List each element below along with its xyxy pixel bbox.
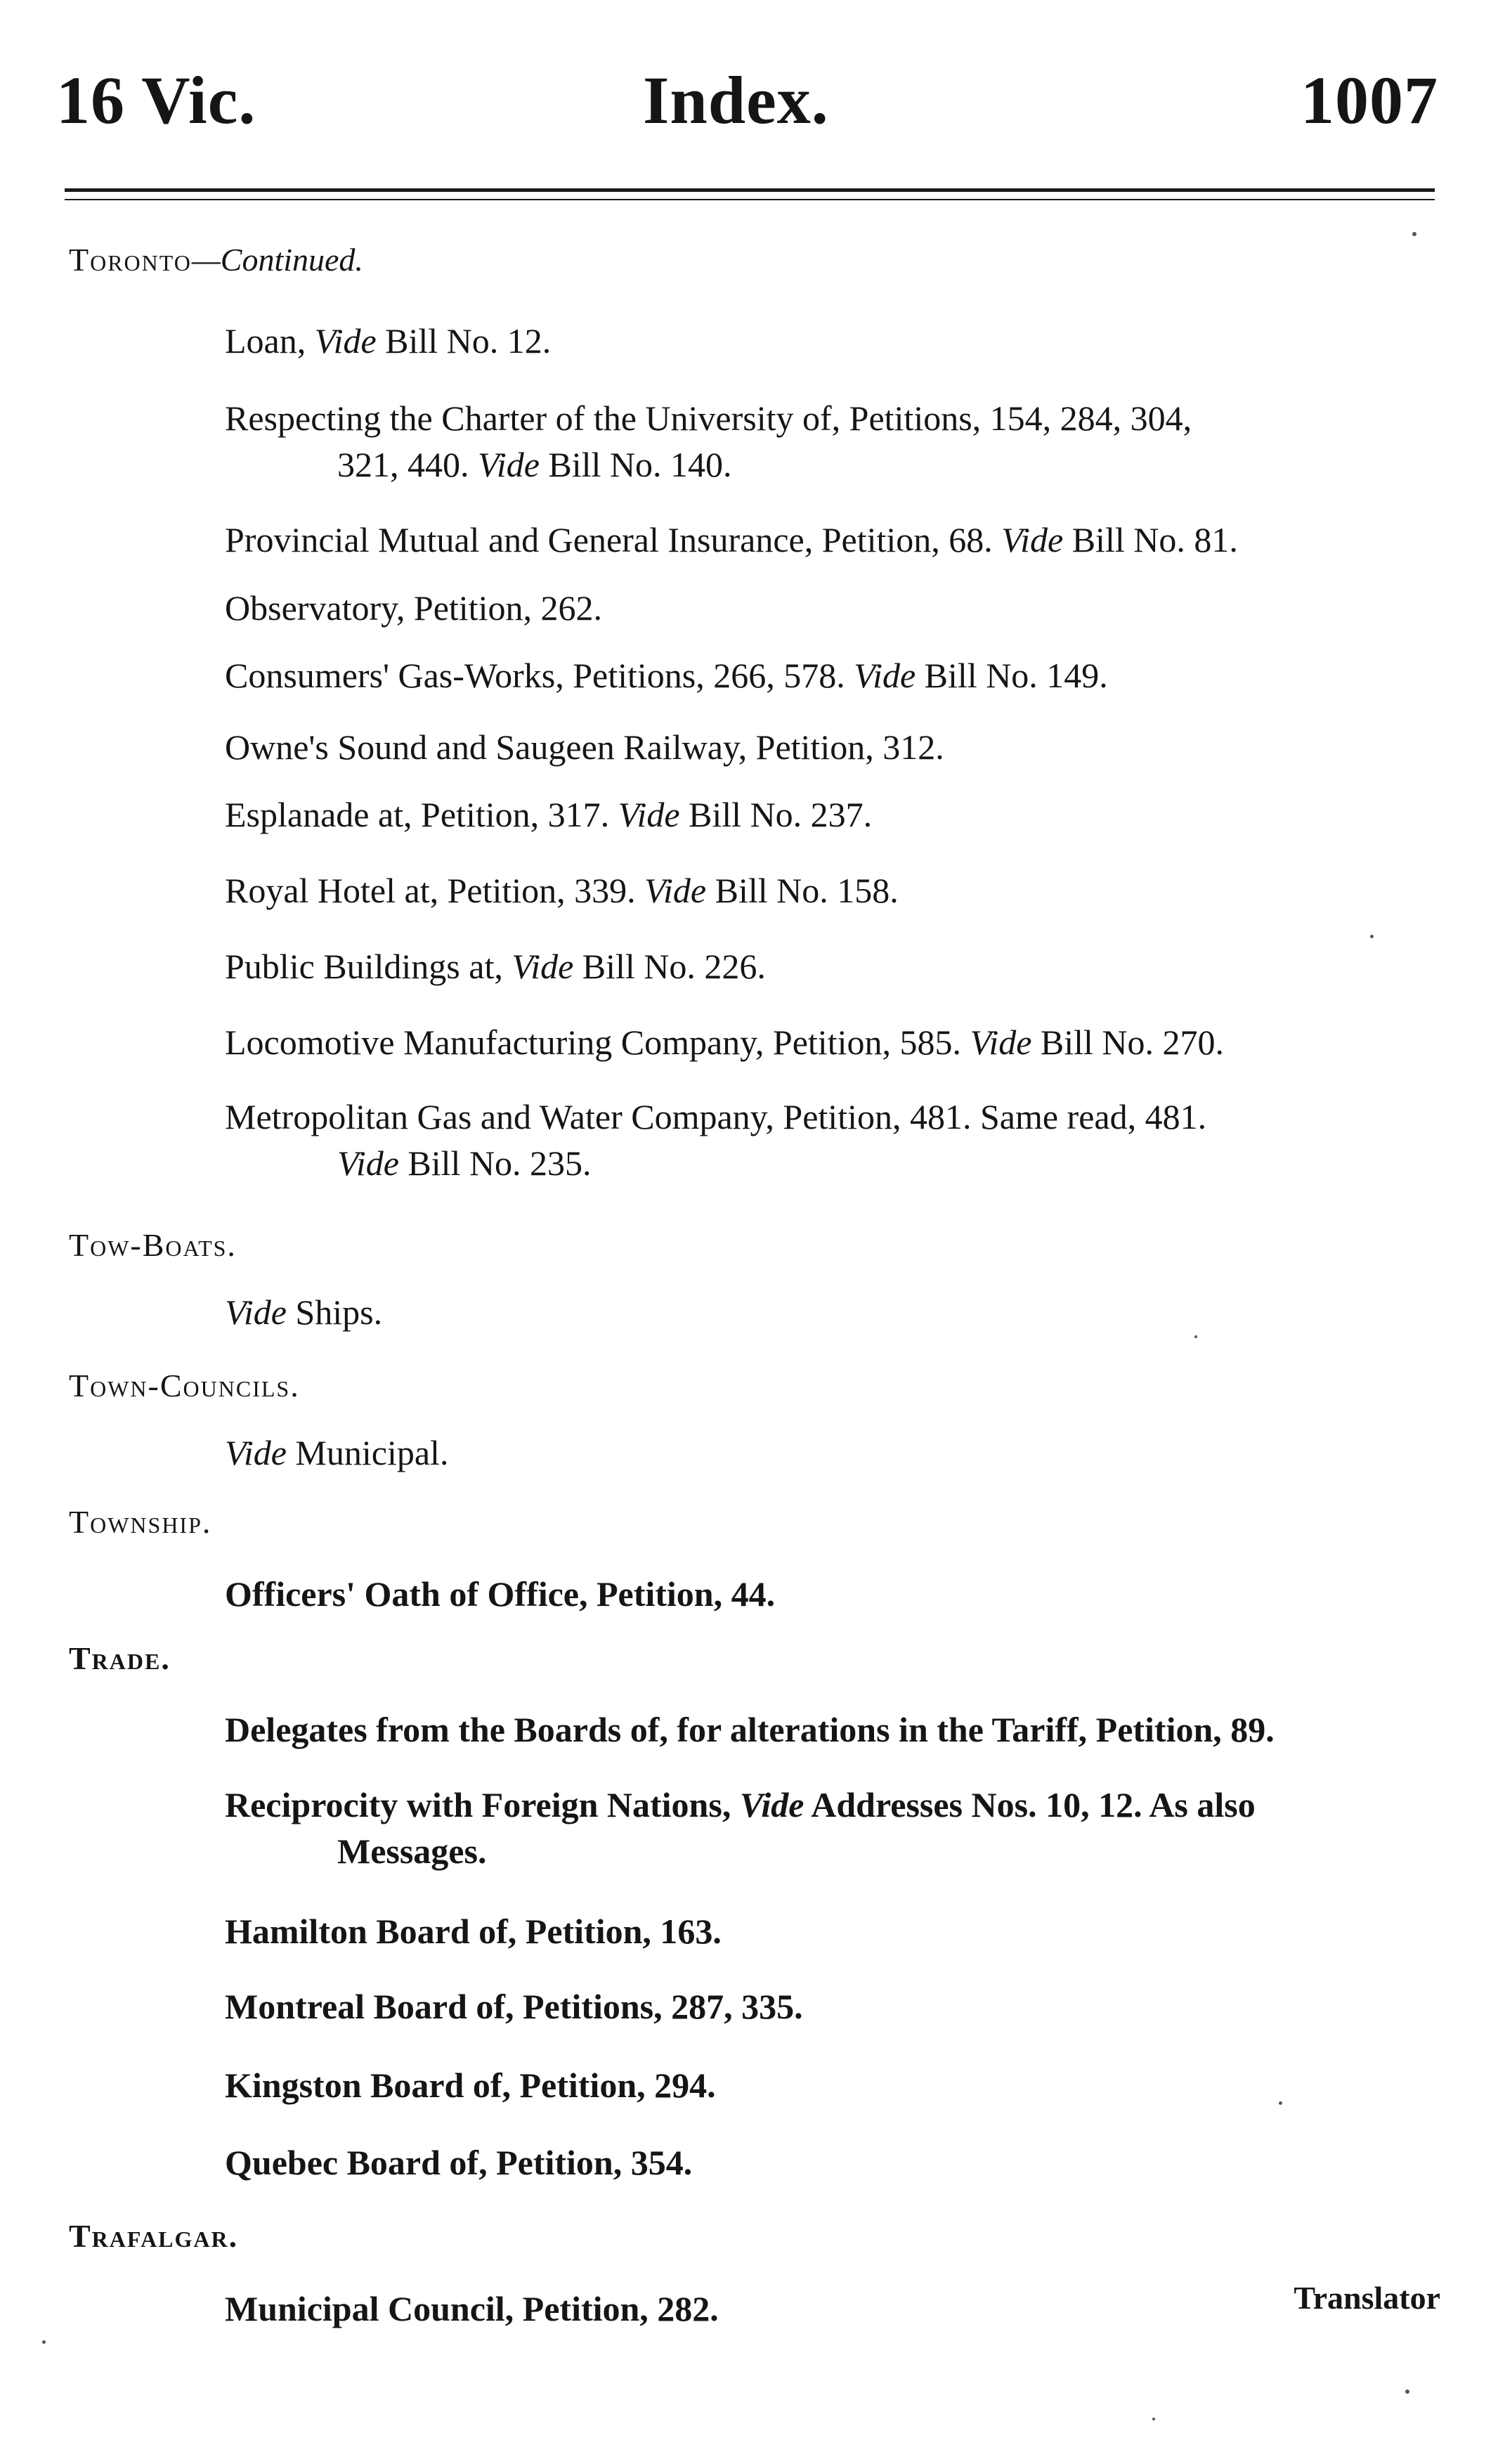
section-heading-trade xyxy=(69,1638,171,1680)
entry-text: Hamilton Board of, Petition, 163. xyxy=(225,1912,722,1951)
entry-vide: Vide xyxy=(618,795,680,834)
entry-text: Municipal Council, Petition, 282. xyxy=(225,2289,719,2328)
scan-speck xyxy=(1370,935,1374,938)
index-entry-tow-boats-ships xyxy=(225,1289,1440,1335)
index-entry-trade-reciprocity xyxy=(225,1782,1440,1874)
entry-continuation xyxy=(225,441,1440,488)
entry-reference: Bill No. 235. xyxy=(398,1143,592,1183)
entry-text: Kingston Board of, Petition, 294. xyxy=(225,2066,716,2105)
heading-text: Toronto xyxy=(69,242,192,278)
scan-speck xyxy=(42,2340,46,2344)
entry-text: Locomotive Manufacturing Company, Petition, 585. xyxy=(225,1023,970,1062)
page-header xyxy=(0,62,1505,139)
index-entry-toronto-insurance xyxy=(225,517,1440,563)
entry-vide: Vide xyxy=(225,1292,287,1332)
header-session: 16 Vic. xyxy=(56,63,256,138)
index-entry-trafalgar-council xyxy=(225,2285,1440,2332)
entry-text: Metropolitan Gas and Water Company, Petition, 481. Same read, 481. xyxy=(225,1097,1207,1136)
entry-vide: Vide xyxy=(970,1023,1032,1062)
entry-reference: Bill No. 81. xyxy=(1063,520,1238,559)
entry-text: Officers' Oath of Office, Petition, 44. xyxy=(225,1574,776,1614)
heading-text: Trade. xyxy=(69,1640,171,1676)
entry-vide: Vide xyxy=(739,1785,804,1824)
heading-text: Township. xyxy=(69,1504,212,1540)
heading-text: Trafalgar. xyxy=(69,2218,239,2254)
entry-reference: Bill No. 158. xyxy=(706,871,899,910)
entry-vide: Vide xyxy=(314,321,377,361)
scan-speck xyxy=(1152,2418,1155,2420)
index-entry-toronto-esplanade xyxy=(225,791,1440,838)
entry-vide: Vide xyxy=(512,947,574,986)
entry-vide: Vide xyxy=(478,445,540,484)
entry-text: Owne's Sound and Saugeen Railway, Petition, 312. xyxy=(225,727,944,767)
entry-text: Reciprocity with Foreign Nations, xyxy=(225,1785,740,1824)
heading-text: Tow-Boats. xyxy=(69,1227,237,1263)
header-page-number: 1007 xyxy=(1301,63,1438,138)
section-heading-tow-boats xyxy=(69,1224,237,1266)
entry-vide: Vide xyxy=(644,871,707,910)
entry-text: Respecting the Charter of the University of, Petitions, 154, 284, 304, xyxy=(225,398,1192,438)
index-entry-toronto-royal-hotel xyxy=(225,867,1440,914)
scan-speck xyxy=(1412,232,1416,236)
header-title: Index. xyxy=(643,63,829,138)
entry-text: Provincial Mutual and General Insurance, Petition, 68. xyxy=(225,520,1002,559)
index-entry-toronto-railway xyxy=(225,724,1440,770)
index-entry-toronto-metropolitan-gas xyxy=(225,1094,1440,1186)
entry-text: Montreal Board of, Petitions, 287, 335. xyxy=(225,1987,803,2026)
section-heading-trafalgar xyxy=(69,2215,238,2257)
entry-reference: Ships. xyxy=(286,1292,383,1332)
entry-reference: Bill No. 226. xyxy=(573,947,766,986)
entry-reference: Bill No. 237. xyxy=(679,795,873,834)
index-entry-toronto-loan xyxy=(225,318,1440,364)
entry-text: Observatory, Petition, 262. xyxy=(225,588,602,628)
index-entry-toronto-university xyxy=(225,395,1440,488)
entry-text: Consumers' Gas-Works, Petitions, 266, 578. xyxy=(225,656,854,695)
entry-continuation xyxy=(225,1140,1440,1186)
entry-reference: Bill No. 149. xyxy=(916,656,1108,695)
entry-text: Esplanade at, Petition, 317. xyxy=(225,795,618,834)
index-entry-township-oath xyxy=(225,1571,1440,1617)
index-entry-town-councils-municipal xyxy=(225,1429,1440,1476)
entry-reference: Addresses Nos. 10, 12. As also xyxy=(804,1785,1256,1824)
index-entry-toronto-locomotive xyxy=(225,1019,1440,1065)
index-entry-trade-kingston xyxy=(225,2062,1440,2108)
index-entry-trade-delegates xyxy=(225,1706,1440,1753)
entry-text: Delegates from the Boards of, for alterations in the Tariff, Petition, 89. xyxy=(225,1710,1275,1749)
entry-continuation: Messages. xyxy=(337,1831,487,1871)
entry-text: Public Buildings at, xyxy=(225,947,512,986)
section-heading-town-councils xyxy=(69,1365,300,1407)
entry-reference: Municipal. xyxy=(286,1433,449,1472)
entry-vide: Vide xyxy=(1001,520,1064,559)
index-entry-toronto-public-buildings xyxy=(225,943,1440,990)
entry-reference: Bill No. 270. xyxy=(1031,1023,1225,1062)
entry-text: Quebec Board of, Petition, 354. xyxy=(225,2143,693,2182)
index-entry-trade-montreal xyxy=(225,1983,1440,2030)
entry-reference: Bill No. 140. xyxy=(539,445,732,484)
entry-reference: Bill No. 12. xyxy=(376,321,552,361)
footer-translator: Translator xyxy=(1294,2280,1440,2316)
header-rule-thick xyxy=(65,188,1435,192)
entry-text: 321, 440. xyxy=(337,445,478,484)
entry-text: Royal Hotel at, Petition, 339. xyxy=(225,871,645,910)
entry-vide: Vide xyxy=(225,1433,287,1472)
heading-text: Town-Councils. xyxy=(69,1368,300,1403)
scan-speck xyxy=(1194,1335,1197,1338)
scan-speck xyxy=(1405,2390,1409,2394)
heading-continued: —Continued. xyxy=(191,242,363,278)
section-heading-township xyxy=(69,1501,211,1543)
header-rule-thin xyxy=(65,199,1435,200)
scan-speck xyxy=(1279,2101,1282,2105)
entry-text: Loan, xyxy=(225,321,315,361)
section-heading-toronto xyxy=(69,239,363,281)
entry-vide: Vide xyxy=(854,656,916,695)
entry-vide: Vide xyxy=(337,1143,399,1183)
index-entry-toronto-observatory xyxy=(225,585,1440,631)
index-entry-trade-quebec xyxy=(225,2139,1440,2186)
index-entry-toronto-gas-works xyxy=(225,652,1440,699)
index-entry-trade-hamilton xyxy=(225,1908,1440,1954)
